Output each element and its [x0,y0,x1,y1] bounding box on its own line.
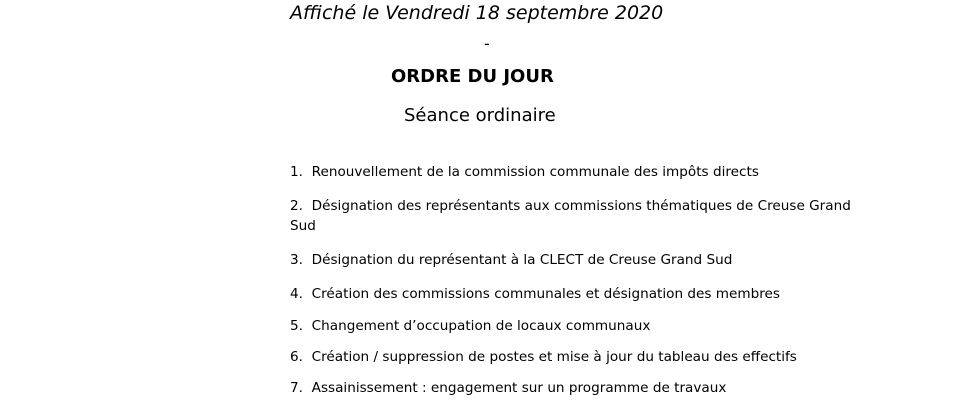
separator: - [484,34,490,53]
agenda-item-text: Désignation du représentant à la CLECT de Creuse Grand Sud [311,252,733,268]
agenda-item-number: 6. [290,349,303,365]
agenda-item-2 [290,196,870,236]
agenda-item-6 [290,347,870,367]
agenda-item-number: 5. [290,318,303,334]
agenda-item-text: Renouvellement de la commission communale des impôts directs [311,164,759,180]
agenda-item-number: 3. [290,252,303,268]
agenda-item-4 [290,284,870,304]
agenda-item-number: 7. [290,380,303,396]
agenda-item-text: Désignation des représentants aux commissions thématiques de Creuse Grand Sud [290,198,851,234]
agenda-item-3 [290,250,870,270]
posted-date: Affiché le Vendredi 18 septembre 2020 [290,2,664,24]
agenda-item-text: Changement d’occupation de locaux communaux [311,318,651,334]
agenda-item-number: 1. [290,164,303,180]
agenda-item-5 [290,316,870,336]
agenda-item-text: Création / suppression de postes et mise à jour du tableau des effectifs [311,349,797,365]
session-type: Séance ordinaire [404,105,556,126]
agenda-item-7 [290,378,870,398]
page-title: ORDRE DU JOUR [391,66,554,87]
agenda-item-number: 4. [290,286,303,302]
agenda-item-text: Assainissement : engagement sur un programme de travaux [311,380,727,396]
agenda-item-text: Création des commissions communales et désignation des membres [311,286,780,302]
agenda-item-number: 2. [290,198,303,214]
agenda-item-1 [290,162,870,182]
